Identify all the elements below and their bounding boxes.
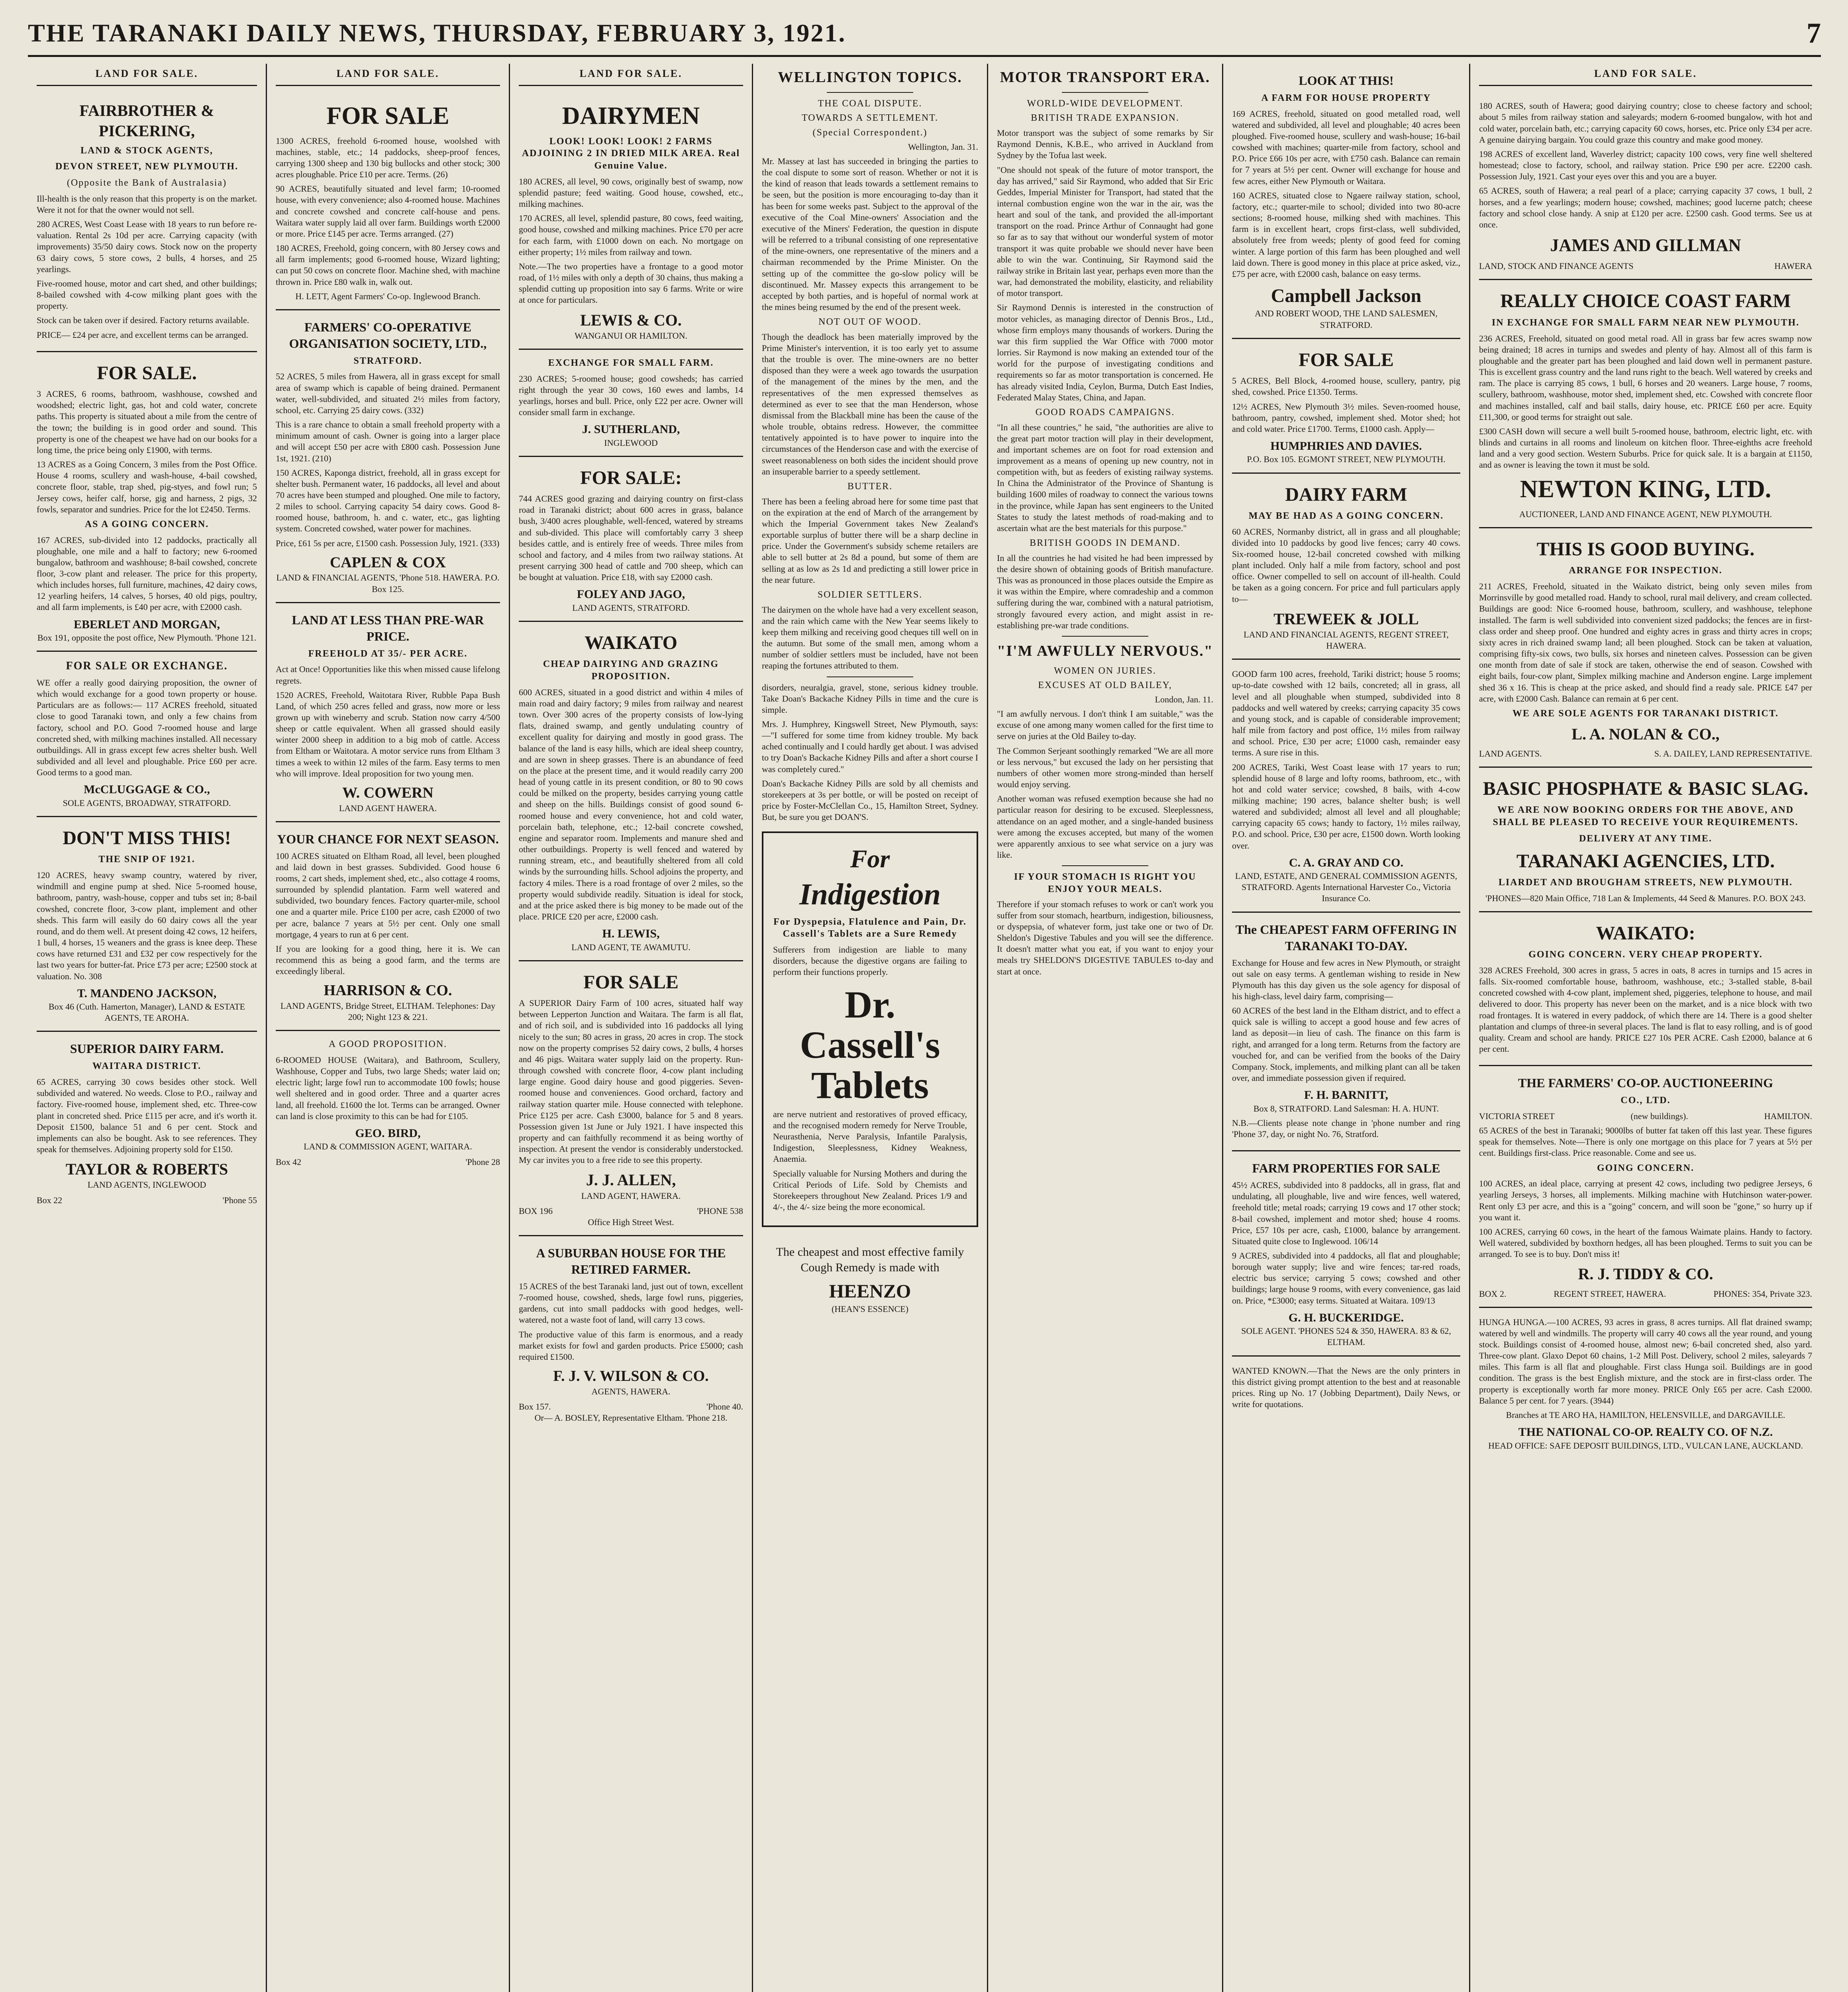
ad-listing: 3 ACRES, 6 rooms, bathroom, washhouse, cowshed and woodshed; electric light, gas, hot and cold water, concrete paths. This property is situated about a mile from the centre of the town; the building is in good order and sound. This property is one of the cheapest we have had on our books for a long time, the price being only £1900, with terms. — [37, 389, 257, 455]
article-subhead: NOT OUT OF WOOD. — [818, 317, 922, 327]
barnitt-ad — [1232, 913, 1460, 1151]
ad-town: HAMILTON. — [1764, 1111, 1812, 1121]
ad-listing: 170 ACRES, all level, splendid pasture, 80 cows, feed waiting, good house, cowshed and milking machines. Price £70 per acre for each farm, with £1000 down on each. No mortgage on either property; 1½ miles from railway and town. — [519, 213, 743, 257]
buckeridge-ad — [1232, 1151, 1460, 1356]
ad-signature: JAMES AND GILLMAN — [1550, 235, 1741, 255]
tiddy-ad — [1479, 1066, 1812, 1308]
article-paragraph: "I am awfully nervous. I don't think I am suitable," was the excuse of one among many women called for the first time to serve on juries at the Old Bailey to-day. — [997, 709, 1213, 741]
wilson-ad — [519, 1236, 743, 1431]
article-subtitle: EXCUSES AT OLD BAILEY, — [1038, 680, 1172, 691]
article-dateline: Wellington, Jan. 31. — [908, 141, 978, 152]
ad-listing: GOOD farm 100 acres, freehold, Tariki district; house 5 rooms; up-to-date cowshed with 12 bails, concreted; all in grass, all level and all ploughable when stumped, subdivided into 8 paddocks and well watered by creeks; carrying capacity 35 cows and young stock, and is capable of considerable improvement; half mile from factory and post office, 1½ miles from railway and school. Price, £30 per acre; £1000 cash, remainder easy terms. A sure rise in this. — [1232, 669, 1460, 758]
ad-footer — [1479, 261, 1812, 272]
ad-office: Office High Street West. — [588, 1217, 674, 1227]
ad-subtitle: FREEHOLD AT 35/- PER ACRE. — [308, 648, 468, 659]
ad-signature: J. SUTHERLAND, — [582, 423, 680, 436]
ad-title: FARM PROPERTIES FOR SALE — [1252, 1161, 1440, 1176]
article-paragraph: Though the deadlock has been materially improved by the Prime Minister's intervention, it is too early yet to assume that the trouble is over. The mine-owners are no better disposed than they were a week ago towards the usurpation of the management of the mines by the men, and the representatives of the men expressed themselves as determined as ever to see that the man Henderson, whose dismissal from the Blackball mine has been the cause of the whole trouble, obtains redress. However, the committee tentatively appointed is to have power to inquire into the circumstances of the Henderson case and with the exercise of sweet reasonableness on both sides the incident should prove an insuperable barrier to a speedy settlement. — [762, 331, 978, 476]
ad-signature: L. A. NOLAN & CO., — [1571, 725, 1720, 743]
ad-signature: LEWIS & CO. — [580, 311, 682, 329]
ad-phone: 'Phone 55 — [222, 1195, 257, 1205]
ad-brand: HEENZO — [829, 1281, 911, 1302]
cowern-ad — [276, 603, 500, 822]
ad-listing: HUNGA HUNGA.—100 ACRES, 93 acres in grass, 8 acres turnips. All flat drained swamp; watered by well and windmills. The property will carry 40 cows all the year round, and young stock. Buildings consist of 4-roomed house, almost new; 6-bail concreted shed, also yard. Three-cow plant. Glaxo Depot 60 chains, 1-2 Mill Post. Delivery, school 2 miles, saleyards 7 miles. This farm is all flat and ploughable. First class Hunga soil. Buildings are in good condition. The grass is the best English mixture, and the stock are in first-class order. The property is exceptionally worth far more money. PRICE Only £65 per acre. Cash £2000. Balance 5 per cent. for 7 years. (3944) — [1479, 1317, 1812, 1406]
ad-title: WAIKATO — [585, 632, 677, 653]
ad-note: N.B.—Clients please note change in 'phone number and ring 'Phone 37, day, or night No. 76, Stratford. — [1232, 1118, 1460, 1139]
ad-footer — [1479, 1111, 1812, 1122]
divider — [827, 92, 913, 93]
ad-signature: GEO. BIRD, — [355, 1126, 421, 1140]
ad-representative: Or— A. BOSLEY, Representative Eltham. 'Phone 218. — [534, 1413, 728, 1423]
ad-listing: A SUPERIOR Dairy Farm of 100 acres, situated half way between Lepperton Junction and Waitara. The farm is all flat, and of rich soil, and is subdivided into 16 paddocks all lying nicely to the sun; 80 acres in grass, 20 acres in crop. The stock now on the property comprises 52 dairy cows, 2 bulls, 4 horses and 46 pigs. Waitara water supply laid on the property. Run-through cowshed with concrete floor, 4-cow plant including large engine. Good dairy house and good piggeries. Seven-roomed house and conveniences. Good orchard, factory and railway station quarter mile. House connected with telephone. Price £125 per acre. Cash £3000, balance for 5 and 8 years. Possession given 1st June or July 1921. I have inspected this property and can faithfully recommend it as being worthy of inspection. At present the vendor is considerably understocked. My car invites you to a free ride to see this property. — [519, 998, 743, 1165]
ad-address: LAND AGENT, TE AWAMUTU. — [571, 942, 691, 952]
ad-signature: F. H. BARNITT, — [1304, 1088, 1388, 1102]
ad-signature: EBERLET AND MORGAN, — [73, 618, 220, 631]
ad-signature: TREWEEK & JOLL — [1273, 610, 1419, 628]
ad-signature: FOLEY AND JAGO, — [577, 588, 685, 601]
ad-subtitle: FOR SALE OR EXCHANGE. — [66, 660, 228, 672]
ad-town: HAWERA — [1774, 261, 1812, 271]
article-paragraph: In all the countries he had visited he had been impressed by the desire shown of obtaining goods of British manufacture. This was as pronounced in those places outside the Empire as it was within the Empire, where comradeship and a common suffering during the war, combined with a natural patriotism, strongly favoured every action, and might assist in re-establishing pre-war trade conditions. — [997, 553, 1213, 630]
ad-subtitle: WAITARA DISTRICT. — [92, 1061, 202, 1072]
ad-title: LOOK AT THIS! — [1299, 73, 1394, 88]
ad-subtitle: (Opposite the Bank of Australasia) — [67, 178, 227, 188]
ad-listing: 60 ACRES, Normanby district, all in grass and all ploughable; divided into 10 paddocks by good live fences; carry 40 cows. Six-roomed house, 12-bail concreted cowshed with milking plant included. Only half a mile from factory, school and post office. Owner compelled to sell on account of ill-health. Could be taken as a going concern. For price and full particulars apply to— — [1232, 526, 1460, 604]
ad-listing: 328 ACRES Freehold, 300 acres in grass, 5 acres in oats, 8 acres in turnips and 15 acres in falls. Six-roomed comfortable house, bathroom, washhouse, etc.; 3-stalled stable, 8-bail concreted cowshed with 4-cow plant, implement shed, piggeries, telephone to house, and mail delivered to door. This property has never been on the market, and is a nice block with two road frontages. It is watered in every paddock, of which there are 14. There is a good shelter plantation and clumps of three-in several places. The land is flat to easy rolling, and is of good quality. Cream and school are handy. PRICE £27 10s PER ACRE. Cash £2000, balance at 6 per cent. — [1479, 965, 1812, 1054]
ad-title: FOR SALE — [1299, 349, 1394, 371]
ad-text: If you are looking for a good thing, here it is. We can recommend this as being a good farm, and the terms are exceedingly liberal. — [276, 943, 500, 976]
article-paragraph: Therefore if your stomach refuses to work or can't work you suffer from sour stomach, heartburn, indigestion, biliousness, or dyspepsia, of whatever form, just take one or two of Dr. Sheldon's Digestive Tabules and you will see the difference. It doesn't matter what you eat, if you want to enjoy your meals try SHELDON'S DIGESTIVE TABULES to-day and start at once. — [997, 899, 1213, 976]
ad-subtitle: ARRANGE FOR INSPECTION. — [1569, 565, 1722, 576]
ad-listing: 211 ACRES, Freehold, situated in the Waikato district, being only seven miles from Morrinsville by good metalled road. Handy to school, rural mail delivery, and cream collected. Buildings are good: Nice 6-roomed house, bathroom, scullery, and washhouse, telephone installed. The farm is well subdivided into convenient sized paddocks; the fences are in first-class order and sheep proof. One hundred and eighty acres in grass and thirty acres in crops; sixty acres in rich drained swamp land; all been ploughed. Stock can be taken at valuation, comprising fifty-six cows, two bulls, six horses and nineteen calves. Possession can be given one month from date of sale if stock are taken, otherwise the end of season. Cowshed with eight bails, four-cow plant, Simplex milking machine and Anderson engine. Large implement shed 36 x 16. This is cheap at the price asked, and should find a ready sale. PRICE £47 per acre, with £2000 Cash. Balance can remain at 6 per cent. — [1479, 581, 1812, 704]
ad-phone: 'Phone 28 — [465, 1157, 500, 1167]
ad-listing: 280 ACRES, West Coast Lease with 18 years to run before re-valuation. Rental 2s 10d per acre. Carrying capacity (with improvements) 35/50 dairy cows. Stock now on the property 63 dairy cows, 5 store cows, 2 bulls, 4 horses, and 25 yearlings. — [37, 219, 257, 274]
article-title: "I'M AWFULLY NERVOUS." — [997, 642, 1213, 659]
ad-footer — [1479, 1288, 1812, 1300]
article-paragraph: There has been a feeling abroad here for some time past that on the expiration at the end of March of the arrangement by which the Imperial Government takes New Zealand's exportable surplus of butter there will be a sharp decline in price. Under the Government's subsidy scheme retailers are able to sell butter at 2s 8d a pound, but some of them are selling at as low as 2s 1d and predicting a still lower price in the near future. — [762, 496, 978, 585]
ad-title: A SUBURBAN HOUSE FOR THE RETIRED FARMER. — [536, 1246, 726, 1277]
column-header: LAND FOR SALE. — [37, 64, 257, 86]
ad-subtitle: AS A GOING CONCERN. — [84, 519, 209, 529]
divider — [1062, 92, 1148, 93]
ad-signature: R. J. TIDDY & CO. — [1578, 1265, 1713, 1283]
ad-text: The cheapest and most effective family Cough Remedy is made with — [776, 1245, 964, 1274]
newton-king-ad — [1479, 280, 1812, 528]
ad-subtitle: EXCHANGE FOR SMALL FARM. — [548, 357, 714, 368]
ad-address: AND ROBERT WOOD, THE LAND SALESMEN, STRATFORD. — [1255, 308, 1438, 330]
ad-signature: J. J. ALLEN, — [586, 1171, 676, 1189]
masthead — [28, 11, 1821, 57]
ad-listing: 60 ACRES of the best land in the Eltham district, and to effect a quick sale is willing to accept a good house and few acres of land as deposit—in lieu of cash. The finance on this farm is right, and arranged for a long term. Returns from the factory are vouched for, and can be verified from the books of the Dairy Company. Stock, implements, and milking plant can all be taken over, and immediate possession given if required. — [1232, 1006, 1460, 1083]
ad-title: FOR SALE: — [580, 467, 682, 488]
ad-text: This is a rare chance to obtain a small freehold property with a minimum amount of cash. Owner is going into a larger place and will accept £50 per acre with £800 cash. Possession June 1st, 1921. (210) — [276, 420, 500, 463]
h-lewis-ad — [519, 622, 743, 961]
column-header: LAND FOR SALE. — [1479, 64, 1812, 86]
harrison-ad — [276, 822, 500, 1031]
article-subtitle: TOWARDS A SETTLEMENT. — [801, 113, 939, 124]
ad-title: DAIRYMEN — [562, 102, 700, 130]
ad-address: LAND & COMMISSION AGENT, WAITARA. — [304, 1141, 472, 1152]
article-subhead: GOOD ROADS CAMPAIGNS. — [1035, 407, 1175, 418]
mccluggage-ad — [37, 652, 257, 817]
ad-building: (new buildings). — [1630, 1111, 1688, 1121]
ad-footer — [37, 1195, 257, 1206]
ad-listing: 12½ ACRES, New Plymouth 3½ miles. Seven-roomed house, bathroom, pantry, cowshed, implement shed. Motor shed; hot and cold water. Price £1700. Terms, £1000 cash. Apply— — [1232, 401, 1460, 434]
ad-title: The CHEAPEST FARM OFFERING IN TARANAKI TO-DAY. — [1235, 922, 1457, 953]
ad-brand: Dr. Cassell's Tablets — [800, 983, 940, 1107]
ad-subtitle: A FARM FOR HOUSE PROPERTY — [1261, 92, 1431, 103]
ad-text: Five-roomed house, motor and cart shed, and other buildings; 8-bailed cowshed with 4-cow milking plant goes with the property. — [37, 278, 257, 311]
ad-address: LAND AND FINANCIAL AGENTS, REGENT STREET, HAWERA. — [1244, 629, 1449, 651]
cassells-tablets-ad — [762, 831, 978, 1227]
article-subtitle: WORLD-WIDE DEVELOPMENT. — [1027, 98, 1183, 109]
ad-text: Specially valuable for Nursing Mothers and during the Critical Periods of Life. Sold by Chemists and Storekeepers throughout New Zealand. Prices 1/9 and 4/-, the 4/- size being the more economical. — [773, 1168, 967, 1212]
mandeno-jackson-ad — [37, 817, 257, 1032]
ad-title: WAIKATO: — [1596, 922, 1695, 944]
column-7 — [1470, 64, 1821, 1992]
sutherland-ad — [519, 350, 743, 457]
ad-listing: 65 ACRES of the best in Taranaki; 9000lbs of butter fat taken off this last year. These figures speak for themselves. Note—There is only one mortgage on this place for 7 years at 5½ per cent. Buildings first-class. Price reasonable. Come and see us. — [1479, 1125, 1812, 1158]
article-subtitle: BRITISH TRADE EXPANSION. — [1031, 113, 1179, 124]
ad-title: BASIC PHOSPHATE & BASIC SLAG. — [1483, 778, 1809, 799]
ad-text: Sufferers from indigestion are liable to many disorders, because the digestive organs are failing to perform their functions properly. — [773, 944, 967, 977]
page-number: 7 — [1807, 17, 1821, 49]
ad-listing: 13 ACRES as a Going Concern, 3 miles from the Post Office. House 4 rooms, scullery and wash-house, 4-bail cowshed, concrete floor, stable, trap shed, pig-styes, and fowl run; 5 Jersey cows, heifer calf, horse, gig and harness, 2 pigs, 32 fowls, separator and sundries. Price for the lot £2450. Terms. — [37, 459, 257, 514]
ad-subtitle: DELIVERY AT ANY TIME. — [1579, 833, 1713, 844]
ad-listing: 180 ACRES, Freehold, going concern, with 80 Jersey cows and all farm implements; good 6-roomed house, Wizard lighting; can put 50 cows on concrete floor. Machine shed, with machine thrown in. Price £80 walk in, walk out. — [276, 243, 500, 287]
ad-signature: HUMPHRIES AND DAVIES. — [1270, 439, 1422, 453]
ad-agent-type: LAND, STOCK AND FINANCE AGENTS — [1479, 261, 1634, 271]
ad-listing: 1520 ACRES, Freehold, Waitotara River, Rubble Papa Bush Land, of which 250 acres felled and grass, now more or less grown up with wineberry and scrub. Station now carry 4/500 sheep or cattle equivalent. When all grassed should easily winter 2000 sheep in addition to a big mob of cattle. Access from Eltham or Waitotara. A motor service runs from Eltham 3 times a week to within 12 miles of the farm. Easy terms to men who will improve. Ideal proposition for two young men. — [276, 690, 500, 778]
taylor-roberts-ad — [37, 1032, 257, 1213]
ad-subtitle: LOOK! LOOK! LOOK! 2 FARMS ADJOINING 2 IN DRIED MILK AREA. Real Genuine Value. — [522, 136, 740, 171]
ad-listing: 230 ACRES; 5-roomed house; good cowsheds; has carried right through the year 30 cows, 160 ewes and lambs, 14 yearlings, horses and bull. Price, only £22 per acre. Owner will consider small farm in exchange. — [519, 373, 743, 418]
ad-subtitle: GOING CONCERN. VERY CHEAP PROPERTY. — [1528, 949, 1763, 960]
humphries-davies-ad — [1232, 339, 1460, 474]
ad-phones: 'PHONES—820 Main Office, 718 Lan & Implements, 44 Seed & Manures. P.O. BOX 243. — [1485, 893, 1806, 903]
ad-listing: 100 ACRES, carrying 60 cows, in the heart of the famous Waimate plains. Handy to factory. Well watered, subdivided by boxthorn hedges, all has been ploughed. Terms to suit you can be arranged. To see is to buy. Don't miss it! — [1479, 1226, 1812, 1259]
ad-listing: 90 ACRES, beautifully situated and level farm; 10-roomed house, with every convenience; also 4-roomed house. Machines and concrete cowshed and concrete calf-house and pens. Waitara water supply laid all over farm. Buildings worth £2000 or more. Price £145 per acre. Terms arranged. (27) — [276, 184, 500, 239]
ad-signature: C. A. GRAY AND CO. — [1289, 856, 1403, 869]
ad-listing: WE offer a really good dairying proposition, the owner of which would exchange for a good town property or house. Particulars are as follows:— 117 ACRES freehold, situated close to good Taranaki town, and only a few chains from factory, school and P.O. Good 7-roomed house and large concreted shed, with milking machines installed. All necessary outbuildings. All in grass except few acres shelter bush. Well subdivided and all level and ploughable. Price £60 per acre. Good terms to a good man. — [37, 678, 257, 778]
ad-signature: F. J. V. WILSON & CO. — [553, 1368, 709, 1385]
column-header: LAND FOR SALE. — [276, 64, 500, 86]
ad-address: WANGANUI OR HAMILTON. — [575, 330, 687, 341]
ad-listing: 65 ACRES, carrying 30 cows besides other stock. Well subdivided and watered. No weeds. Close to P.O., railway and factory. Five-roomed house, implement shed, etc. Three-cow plant in concreted shed. Price £115 per acre, and it's worth it. Deposit £1500, balance 51 and 6 per cent. Stock and implements can also be bought. Ask to see references. They speak for themselves. Adjoining property sold for £150. — [37, 1077, 257, 1154]
ad-footer — [1479, 748, 1812, 759]
ad-price: Price, £61 5s per acre, £1500 cash. Possession July, 1921. (333) — [276, 538, 500, 548]
campbell-jackson-ad — [1232, 64, 1460, 339]
ad-signature: T. MANDENO JACKSON, — [77, 986, 217, 1000]
ad-signature: G. H. BUCKERIDGE. — [1288, 1311, 1404, 1324]
ad-title: FAIRBROTHER & PICKERING, — [79, 102, 214, 140]
column-5 — [988, 64, 1223, 1992]
ad-title: FARMERS' CO-OPERATIVE ORGANISATION SOCIETY, LTD., — [289, 320, 487, 351]
column-1 — [28, 64, 267, 1992]
ad-listing: 167 ACRES, sub-divided into 12 paddocks, practically all ploughable, one mile and a half to factory; new 6-roomed bungalow, bathroom and washhouse; 8-bail cowshed, concrete floor, 3-cow plant and releaser. The price for this property, which includes horses, full furniture, machines, 42 dairy cows, 12 yearling heifers, 14 calves, 5 horses, 40 old pigs, poultry, and all farm implements, is £40 per acre, with £2000 cash. — [37, 535, 257, 612]
article-subhead: BRITISH GOODS IN DEMAND. — [1030, 538, 1181, 549]
ad-street: REGENT STREET, HAWERA. — [1554, 1288, 1666, 1299]
ad-listing: 180 ACRES, all level, 90 cows, originally best of swamp, now splendid pasture; feed waiting. Good house, cowshed, etc., milking machines. — [519, 176, 743, 209]
allen-ad — [519, 961, 743, 1236]
ad-title: DON'T MISS THIS! — [63, 827, 231, 849]
article-paragraph: Mrs. J. Humphrey, Kingswell Street, New Plymouth, says:—"I suffered for some time from kidney trouble. My back ached continually and I could hardly get about. I was advised to try Doan's Backache Kidney Pills and after a short course I was completely cured." — [762, 719, 978, 774]
ad-address: SOLE AGENT. 'PHONES 524 & 350, HAWERA. 83 & 62, ELTHAM. — [1241, 1326, 1451, 1347]
ad-title: YOUR CHANCE FOR NEXT SEASON. — [277, 831, 499, 846]
ad-address: AGENTS, HAWERA. — [591, 1386, 671, 1396]
article-paragraph: The Common Serjeant soothingly remarked "We are all more or less nervous," but excused the lady on her persisting that numbers of other women more strong-minded than herself would enjoy serving. — [997, 745, 1213, 790]
ad-box: Box 157. — [519, 1401, 551, 1412]
article-paragraph: The dairymen on the whole have had a very excellent season, and the rain which came with the New Year seems likely to keep them milking and receiving good cheques till well on in the autumn. But some of the small men, among whom a number of soldier settlers must be included, have not been reaping the fortunes attributed to them. — [762, 604, 978, 671]
ad-listing: 65 ACRES, south of Hawera; a real pearl of a place; carrying capacity 37 cows, 1 bull, 2 horses, and a few yearlings; modern house; cowshed, machines; good lucerne patch; cheese factory and school close handy. A snip at £120 per acre. £2500 cash. Good terms. See us at once. — [1479, 186, 1812, 229]
ad-subtitle: THE SNIP OF 1921. — [98, 854, 195, 865]
ad-address: HEAD OFFICE: SAFE DEPOSIT BUILDINGS, LTD., VULCAN LANE, AUCKLAND. — [1488, 1440, 1803, 1451]
ad-listing: 180 ACRES, south of Hawera; good dairying country; close to cheese factory and school; about 5 miles from railway station and saleyards; modern 6-roomed bungalow, with hot and cold water, porcelain bath, etc.; carrying capacity 60 cows, horses, etc. Price only £34 per acre. A genuine dairying bargain. You could graze this country and make good money. — [1479, 101, 1812, 145]
ad-signature: H. LEWIS, — [602, 927, 660, 941]
ad-title: DAIRY FARM — [1285, 484, 1407, 505]
ad-subtitle: CHEAP DAIRYING AND GRAZING PROPOSITION. — [543, 659, 719, 682]
ad-box: Box 42 — [276, 1157, 302, 1167]
ad-title: SUPERIOR DAIRY FARM. — [70, 1041, 224, 1056]
article-subhead: IF YOUR STOMACH IS RIGHT YOU ENJOY YOUR MEALS. — [1014, 872, 1197, 894]
article-paragraph: disorders, neuralgia, gravel, stone, serious kidney trouble. Take Doan's Backache Kidney Pills in time and the cure is simple. — [762, 682, 978, 715]
ad-address: Box 191, opposite the post office, New Plymouth. 'Phone 121. — [37, 633, 257, 643]
ad-signature: TARANAKI AGENCIES, LTD. — [1516, 850, 1775, 872]
ad-subtitle: DEVON STREET, NEW PLYMOUTH. — [55, 161, 239, 172]
taranaki-agencies-ad — [1479, 768, 1812, 912]
ad-signature: NEWTON KING, LTD. — [1520, 476, 1771, 503]
ad-title-for: For — [850, 845, 890, 873]
eberlet-ad — [37, 352, 257, 652]
ad-title-indigestion: Indigestion — [799, 878, 941, 912]
ad-listing: 150 ACRES, Kaponga district, freehold, all in grass except for shelter bush. Permanent water, 16 paddocks, all level and about 70 acres have been stumped and ploughed. One mile to factory, 2 miles to school. Carrying capacity 54 dairy cows. Good 8-roomed house, bathroom, h. and c. water, etc., gas lighting system. Concreted cowshed, water power for machines. — [276, 467, 500, 534]
ad-listing: £300 CASH down will secure a well built 5-roomed house, bathroom, electric light, etc. with blinds and curtains in all rooms and linoleum on kitchen floor. Three-eighths acre freehold land and a very good section. Western Suburbs. Price for quick sale. It is a bargain at £1150, and as owner is leaving the town it must be sold. — [1479, 426, 1812, 470]
column-header: LAND FOR SALE. — [519, 64, 743, 86]
ad-signature: H. LETT, Agent Farmers' Co-op. Inglewood Branch. — [295, 291, 481, 301]
ad-signature: HARRISON & CO. — [324, 982, 452, 999]
ad-title: REALLY CHOICE COAST FARM — [1500, 290, 1791, 312]
geo-bird-ad — [276, 1031, 500, 1174]
ad-footer — [519, 1206, 743, 1217]
article-paragraph: Doan's Backache Kidney Pills are sold by all chemists and storekeepers at 3s per bottle, or will be posted on receipt of price by Foster-McClellan Co., 15, Hamilton Street, Sydney. But, be sure you get DOAN'S. — [762, 778, 978, 822]
nolan-ad — [1479, 528, 1812, 768]
ad-subtitle: STRATFORD. — [353, 355, 422, 366]
ad-listing: 200 ACRES, Tariki, West Coast lease with 17 years to run; splendid house of 8 large and lofty rooms, bathroom, etc., with hot and cold water service; cowshed, 8 bails, with 4-cow milking machine; 190 acres, balance shelter bush; is well watered and subdivided; almost all level and all ploughable; carrying capacity 65 cows; handy to factory, 1½ miles railway, P.O. and school. Price, £30 per acre, £1500 down. Worth looking over. — [1232, 762, 1460, 851]
article-title: WELLINGTON TOPICS. — [778, 69, 962, 86]
ad-listing: 15 ACRES of the best Taranaki land, just out of town, excellent 7-roomed house, cowshed, sheds, large fowl runs, piggeries, gardens, cut into small paddocks with good hedges, well-watered, not a waste foot of land, will carry 13 cows. — [519, 1281, 743, 1325]
ad-phone: 'Phone 40. — [706, 1401, 743, 1412]
columns — [28, 64, 1821, 1992]
national-coop-realty-ad — [1479, 1308, 1812, 1459]
ad-title: FOR SALE — [326, 102, 449, 130]
ad-subtitle: CO., LTD. — [1620, 1095, 1671, 1106]
ad-title: FOR SALE — [583, 971, 679, 993]
ad-text: WANTED KNOWN.—That the News are the only printers in this district giving prompt attention to the best and at reasonable prices. Ring up No. 17 (Jobbing Department), Daily News, or write for quotations. — [1232, 1365, 1460, 1409]
ad-branches: Branches at TE ARO HA, HAMILTON, HELENSVILLE, and DARGAVILLE. — [1506, 1410, 1785, 1420]
ad-brand-sub: (HEAN'S ESSENCE) — [832, 1304, 908, 1314]
wanted-known-notice — [1232, 1357, 1460, 1421]
ad-address: LAND AGENT, HAWERA. — [581, 1190, 681, 1201]
divider — [827, 676, 913, 677]
ad-listing: 160 ACRES, situated close to Ngaere railway station, school, factory, etc.; quarter-mile to school; divided into two 80-acre sections; 8-roomed house, milking shed with machines. This farm is in excellent heart, crops first-class, well subdivided, absolutely free from weeds; plenty of good feed for coming winter. A large portion of this farm has been ploughed and well laid down. There is good money in this place at price asked, viz., £75 per acre, with £2000 cash, balance on easy terms. — [1232, 190, 1460, 279]
ad-footer — [519, 1401, 743, 1412]
article-title: MOTOR TRANSPORT ERA. — [1000, 69, 1210, 86]
article-paragraph: Sir Raymond Dennis is interested in the construction of motor vehicles, as managing director of Dennis Bros., Ltd., whose firm employs many thousands of workers. During the war this firm supplied the War Office with 7000 motor lorries. Sir Raymond is now making an extended tour of the world for the purpose of investigating conditions and requirements so far as motor transportation is concerned. He has already visited India, Ceylon, Burma, Dutch East Indies, Federated Malay States, China, and Japan. — [997, 302, 1213, 402]
ad-text: Note.—The two properties have a frontage to a good motor road, of 1½ miles with only a depth of 30 chains, thus making a splendid cutting up proposition into say 6 farms. Write or wire at once for particulars. — [519, 261, 743, 305]
ad-subtitle: IN EXCHANGE FOR SMALL FARM NEAR NEW PLYMOUTH. — [1491, 317, 1800, 328]
ad-listing: 6-ROOMED HOUSE (Waitara), and Bathroom, Scullery, Washhouse, Copper and Tubs, two large Sheds; water laid on; electric light; large fowl run to accommodate 100 fowls; house well sheltered and in good order. Three and a quarter acres land, all freehold. £1600 the lot. Terms can be arranged. Owner can land is close proximity to this can be had for £105. — [276, 1055, 500, 1121]
ad-agent-type: LAND AGENTS. — [1479, 748, 1542, 759]
ad-subtitle: For Dyspepsia, Flatulence and Pain, Dr. Cassell's Tablets are a Sure Remedy — [773, 916, 967, 939]
ad-representative: S. A. DAILEY, LAND REPRESENTATIVE. — [1654, 748, 1812, 759]
column-3 — [510, 64, 753, 1992]
ad-address: LAND AGENTS, INGLEWOOD — [87, 1180, 206, 1190]
ad-signature: McCLUGGAGE & CO., — [84, 783, 210, 796]
article-dateline: London, Jan. 11. — [1155, 694, 1213, 704]
ad-subtitle: A GOOD PROPOSITION. — [328, 1039, 447, 1050]
article-subhead: SOLDIER SETTLERS. — [817, 589, 923, 600]
ad-title: LAND AT LESS THAN PRE-WAR PRICE. — [292, 612, 484, 643]
ad-listing: 9 ACRES, subdivided into 4 paddocks, all flat and ploughable; borough water supply; live and wire fences; tar-red roads, electric bus service; carrying 5 cows; cowshed and other buildings; large house 9 rooms, with every convenience, gas laid on. Price, *£3000; easy terms. Situated at Waitara. 109/13 — [1232, 1251, 1460, 1306]
article-paragraph: Mr. Massey at last has succeeded in bringing the parties to the coal dispute to some sort of reason. Whether or not it is the kind of reason that leads towards a settlement remains to be seen, but the position is more encouraging to-day than it has been for some weeks past. Subject to the approval of the executive of the Coal Mine-owners' Association and the executive of the Miners' Federation, the question in dispute will be referred to a tribunal consisting of one representative of the mine-owners, one representative of the miners and a chairman recommended by the Prime Minister. On the setting up of the committee the go-slow policy will be discontinued. Mr. Massey expects this arrangement to be accepted by both parties, and is hopeful of normal work at the mines being resumed by the end of the present week. — [762, 156, 978, 312]
james-gillman-ad — [1479, 92, 1812, 280]
ad-signature: CAPLEN & COX — [330, 554, 446, 571]
ad-address: Box 46 (Cuth. Hamerton, Manager), LAND & ESTATE AGENTS, TE AROHA. — [48, 1002, 245, 1023]
lett-ad — [276, 92, 500, 310]
article-paragraph: Motor transport was the subject of some remarks by Sir Raymond Dennis, K.B.E., who arrived in Auckland from Sydney by the Tofua last week. — [997, 128, 1213, 161]
ad-text: are nerve nutrient and restoratives of proved efficacy, and the recognised modern remedy for Nerve Trouble, Neurasthenia, Nerve Paralysis, Infantile Paralysis, Indigestion, Sleeplessness, Kidney Weakness, Anaemia. — [773, 1109, 967, 1164]
divider — [1062, 636, 1148, 637]
ad-signature: THE NATIONAL CO-OP. REALTY CO. OF N.Z. — [1518, 1425, 1773, 1439]
ad-title: THE FARMERS' CO-OP. AUCTIONEERING — [1518, 1076, 1773, 1090]
article-paragraph: Another woman was refused exemption because she had no particular reason for desiring to be excused. Sleeplessness, attendance on an aged mother, and a single-handed business were among the excuses accepted, but many of the women were apparently anxious to see what service on a jury was like. — [997, 794, 1213, 860]
column-4 — [753, 64, 988, 1992]
ad-box: BOX 196 — [519, 1206, 553, 1216]
article-subtitle: WOMEN ON JURIES. — [1054, 665, 1156, 676]
ad-listing: 5 ACRES, Bell Block, 4-roomed house, scullery, pantry, pig shed, cowshed. Price £1350. Terms. — [1232, 376, 1460, 397]
ca-gray-ad — [1232, 660, 1460, 912]
ad-text: Stock can be taken over if desired. Factory returns available. — [37, 315, 249, 325]
ad-listing: 744 ACRES good grazing and dairying country on first-class road in Taranaki district; about 600 acres in grass, balance bush, 3/400 acres ploughable, well-fenced, watered by streams and sub-divided. This place will comfortably carry 3 sheep besides cattle, and is entirely free of weeds. Three miles from school and factory, and 4 miles from two railway stations. At present carrying 300 head of cattle and 700 sheep, which can be bought at valuation. Price £18, with say £2000 cash. — [519, 494, 743, 582]
ad-listing: 600 ACRES, situated in a good district and within 4 miles of main road and dairy factory; 9 miles from railway and nearest town. Over 300 acres of the property consists of low-lying flats, drained swamp, and gently undulating country of excellent quality for dairying and mostly in good grass. The balance of the land is easy hills, which are ideal sheep country, and are sown in sheep grasses. There is an abundance of feed on the place at the present time, and it would readily carry 200 head of young cattle in its present condition, or 80 to 90 cows could be milked on the property, besides carrying young cattle and sheep on the hills. Buildings consist of good sound 6-roomed house and every convenience, hot and cold water, porcelain bath, telephone, etc.; 12-bail concrete cowshed, engine and separator room. Implements and manure shed and other outbuildings. Property is well fenced and watered by running stream, etc., and beautifully sheltered from all cold winds by the surrounding hills. School adjoins the property, and factory 4 miles. There is a road frontage of over 2 miles, so the property would subdivide readily. Situation is ideal for stock, and at the price asked there is big money to be made out of the place. PRICE £20 per acre, £2000 cash. — [519, 687, 743, 921]
ad-title: THIS IS GOOD BUYING. — [1536, 539, 1755, 560]
article-subtitle: THE COAL DISPUTE. — [818, 98, 922, 109]
ad-box: BOX 2. — [1479, 1288, 1507, 1299]
ad-address: P.O. Box 105. EGMONT STREET, NEW PLYMOUTH. — [1247, 454, 1446, 465]
ad-text: Ill-health is the only reason that this property is on the market. Were it not for that the owner would not sell. — [37, 193, 257, 215]
ad-box: Box 22 — [37, 1195, 63, 1205]
ad-listing: 1300 ACRES, freehold 6-roomed house, woolshed with machines, stable, etc.; 14 paddocks, sheep-proof fences, carrying 1300 sheep and 130 big bullocks and other stock; 300 acres ploughable. Price £10 per acre. Terms. (26) — [276, 135, 500, 180]
ad-listing: 100 ACRES situated on Eltham Road, all level, been ploughed and laid down in best grasses. Subdivided. Good house 6 rooms, 2 cart sheds, implement shed, etc., also cottage 4 rooms, surrounded by splendid plantation. Farm well watered and subdivided, two boundary fences. Factory quarter-mile, school one and a quarter mile. Price £100 per acre, cash £2000 of two per acre, balance 7 years at 5½ per cent. Only one small mortgage, 4 years to run at 6 per cent. — [276, 851, 500, 939]
ad-address: INGLEWOOD — [604, 437, 658, 448]
foley-jago-ad — [519, 457, 743, 622]
ad-listing: 236 ACRES, Freehold, situated on good metal road. All in grass bar few acres swamp now being drained; 18 acres in turnips and swedes and plenty of hay. Almost all of this farm is ploughable and the greater part has been ploughed and laid down well in permanent pasture. This is excellent grass country and the land runs right to the beach. Well watered by creeks and ram. The place is carrying 85 cows, 1 bull, 6 horses and 20 weaners. Large house, 7 rooms, scullery, bathroom, washhouse, motor shed, implement shed, etc. Cowshed with concrete floor and machines installed, calf and bail stalls, dairy house, etc. PRICE £60 per acre. Equity £11,300, or good terms for straight out sale. — [1479, 333, 1812, 422]
masthead-title: THE TARANAKI DAILY NEWS, THURSDAY, FEBRUARY 3, 1921. — [28, 19, 846, 47]
waikato-going-concern-ad — [1479, 912, 1812, 1066]
fairbrother-ad — [37, 92, 257, 352]
ad-phone: 'PHONE 538 — [697, 1206, 743, 1216]
ad-price: PRICE— £24 per acre, and excellent terms can be arranged. — [37, 329, 248, 340]
ad-text: Exchange for House and few acres in New Plymouth, or straight out sale on easy terms. A gentleman wishing to reside in New Plymouth has this day given us the sole agency for disposal of his high-class, level dairy farm, comprising— — [1232, 957, 1460, 1002]
ad-address: LAND, ESTATE, AND GENERAL COMMISSION AGENTS, STRATFORD. Agents International Harvester Co., Victoria Insurance Co. — [1235, 871, 1458, 904]
ad-address: LAND AGENTS, STRATFORD. — [572, 602, 690, 613]
farmers-coop-stratford-ad — [276, 310, 500, 603]
ad-address: LIARDET AND BROUGHAM STREETS, NEW PLYMOUTH. — [1498, 877, 1793, 888]
ad-subtitle: LAND & STOCK AGENTS, — [80, 145, 213, 156]
ad-listing: 120 ACRES, heavy swamp country, watered by river, windmill and engine pump at shed. Nice 5-roomed house, bathroom, pantry, wash-house, copper and tubs set in; 8-bail cowshed, concrete floor, 3-cow plant, implement and other sheds. This farm will easily do 60 dairy cows all the year round, and do them well. At present doing 42 cows, 12 heifers, 1 bull, 4 horses, 15 weaners and the grass is knee deep. These cows have returned £31 and £32 per cow respectively for the last two years for butter-fat. Price £73 per acre; £2500 stock at valuation. No. 308 — [37, 870, 257, 981]
ad-address: LAND AGENT HAWERA. — [339, 803, 437, 813]
article-byline: (Special Correspondent.) — [812, 127, 928, 138]
ad-listing: 52 ACRES, 5 miles from Hawera, all in grass except for small area of swamp which is capable of being drained. Permanent water, well-subdivided, and situated 2½ miles from factory, school, etc. Carrying 25 dairy cows. (332) — [276, 371, 500, 415]
ad-street: VICTORIA STREET — [1479, 1111, 1555, 1121]
column-2 — [267, 64, 510, 1992]
ad-signature: TAYLOR & ROBERTS — [65, 1160, 228, 1178]
ad-address: LAND AGENTS, Bridge Street, ELTHAM. Telephones: Day 200; Night 123 & 221. — [280, 1000, 496, 1022]
ad-address: Box 8, STRATFORD. Land Salesman: H. A. HUNT. — [1253, 1103, 1439, 1114]
column-6 — [1223, 64, 1470, 1992]
article-paragraph: "One should not speak of the future of motor transport, the day has arrived," said Sir Raymond, who added that Sir Eric Geddes, Imperial Minister for Transport, had stated that the internal combustion engine won the war in the air, was the heart and soul of the tank, and provided the all-important transport on the road. Prince Arthur of Connaught had gone so far as to say that without our wonderful system of motor transport it was quite probable we should never have been able to win the war. Continuing, Sir Raymond said the railway strike in Britain last year, perhaps even more than the war, had demonstrated the mobility, elasticity, and reliability of motor transport. — [997, 165, 1213, 298]
ad-footer — [276, 1157, 500, 1168]
divider — [1062, 865, 1148, 866]
ad-listing: 100 ACRES, an ideal place, carrying at present 42 cows, including two pedigree Jerseys, 6 yearling Jerseys, 3 horses, all implements. Milking machine with Hutchinson water-power. Rent only £3 per acre, and this is a "going" concern, and will soon be "gone," so hurry up if you want it. — [1479, 1178, 1812, 1222]
ad-subtitle: MAY BE HAD AS A GOING CONCERN. — [1248, 510, 1444, 521]
ad-note: WE ARE SOLE AGENTS FOR TARANAKI DISTRICT. — [1512, 708, 1779, 719]
article-subhead: BUTTER. — [847, 481, 893, 492]
ad-title: FOR SALE. — [97, 362, 197, 384]
ad-address: SOLE AGENTS, BROADWAY, STRATFORD. — [63, 798, 231, 808]
ad-signature: Campbell Jackson — [1271, 285, 1422, 307]
article-paragraph: "In all these countries," he said, "the authorities are alive to the great part motor traction will play in their development, and important schemes are on foot for road extension and improvement as a means of opening up new country, not in competition with, but as feeders of existing railway systems. In China the Administrator of the Province of Shantung is building 1600 miles of roadway to connect the various towns in the province, while Japan has sent engineers to the United States to study the latest methods of road-making and to ascertain what are the best materials for this purpose." — [997, 422, 1213, 533]
ad-address: AUCTIONEER, LAND AND FINANCE AGENT, NEW PLYMOUTH. — [1519, 509, 1772, 519]
ad-signature: W. COWERN — [342, 784, 434, 801]
treweek-joll-ad — [1232, 474, 1460, 660]
ad-address: LAND & FINANCIAL AGENTS, 'Phone 518. HAWERA. P.O. Box 125. — [276, 573, 500, 594]
ad-subtitle: GOING CONCERN. — [1597, 1163, 1694, 1173]
ad-phone: PHONES: 354, Private 323. — [1713, 1288, 1812, 1299]
ad-listing: 198 ACRES of excellent land, Waverley district; capacity 100 cows, very fine well sheltered homestead; close to factory, school, and railway station. Price £90 per acre. £2200 cash. Possession July, 1921. Cast your eyes over this and you are a buyer. — [1479, 149, 1812, 182]
ad-text: The productive value of this farm is enormous, and a ready market exists for fowl and garden products. Price £5000; cash required £1500. — [519, 1329, 743, 1362]
ad-listing: 169 ACRES, freehold, situated on good metalled road, well watered and subdivided, all level and ploughable; 40 acres been ploughed. Five-roomed house, scullery and wash-house; 16-bail cowshed with machines; quarter-mile from factory, school and P.O. Price £66 10s per acre, with £750 cash. Balance can remain for 7 years at 5½ per cent. Owner will exchange for house and few acres, either New Plymouth or Waitara. — [1232, 108, 1460, 186]
lewis-co-ad — [519, 92, 743, 350]
ad-text: Act at Once! Opportunities like this when missed cause lifelong regrets. — [276, 664, 500, 686]
heenzo-ad — [762, 1236, 978, 1322]
ad-listing: 45½ ACRES, subdivided into 8 paddocks, all in grass, flat and undulating, all ploughable, live and wire fences, well watered, freehold title; metal roads; carrying 19 cows and 17 other stock; 8-bail cowshed, implement and motor shed; house 4 rooms. Price, £57 10s per acre, cash, £1000, balance by arrangement. Situated quite close to Inglewood. 106/14 — [1232, 1180, 1460, 1246]
ad-text: WE ARE NOW BOOKING ORDERS FOR THE ABOVE, AND SHALL BE PLEASED TO RECEIVE YOUR REQUIREMENTS. — [1493, 805, 1799, 828]
